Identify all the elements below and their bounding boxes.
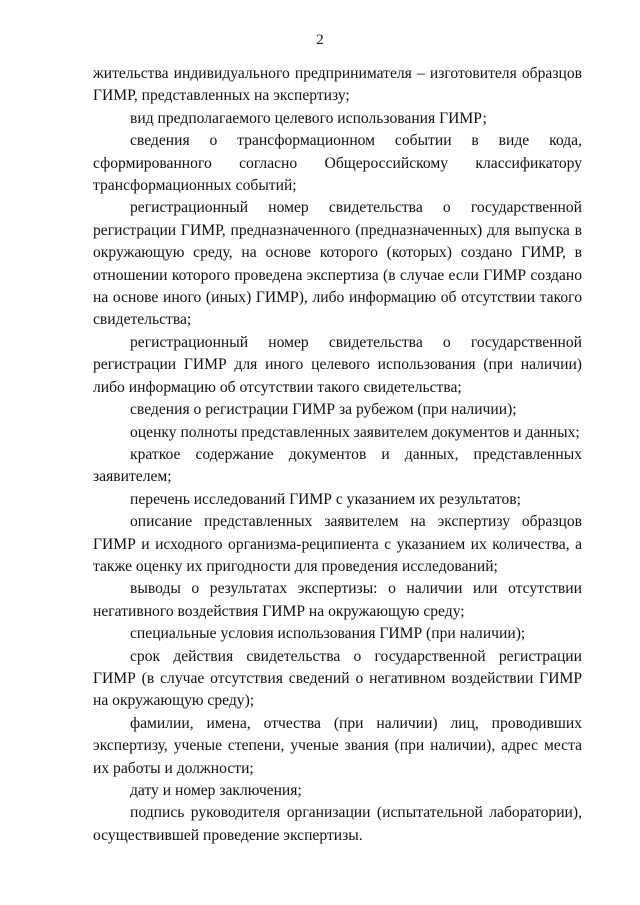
- paragraph-15: дату и номер заключения;: [130, 782, 302, 799]
- paragraph-4: регистрационный номер свидетельства о государственной регистрации ГИМР, предназначенного (предназначенных) для выпуска в окружающую среду, на основе которого (которых) создано ГИМР, в отношении которого проведена экспертиза (в случае если ГИМР создано на основе иного (иных) ГИМР), либо информацию об отсутствии такого свидетельства;: [93, 199, 582, 329]
- paragraph-8: краткое содержание документов и данных, представленных заявителем;: [93, 445, 582, 486]
- paragraph-16: подпись руководителя организации (испытательной лаборатории), осуществившей проведение экспертизы.: [93, 804, 582, 844]
- paragraph-9: перечень исследований ГИМР с указанием их результатов;: [130, 490, 522, 508]
- paragraph-1: жительства индивидуального предпринимателя – изготовителя образцов ГИМР, представленных на экспертизу;: [93, 65, 582, 105]
- paragraph-6: сведения о регистрации ГИМР за рубежом (при наличии);: [130, 401, 517, 419]
- paragraph-3: сведения о трансформационном событии в виде кода, сформированного согласно Общероссийскому классификатору трансформационных событий;: [93, 132, 582, 195]
- paragraph-5: регистрационный номер свидетельства о государственной регистрации ГИМР для иного целевого использования (при наличии) либо информацию об отсутствии такого свидетельства;: [93, 333, 582, 396]
- paragraph-14: фамилии, имена, отчества (при наличии) лиц, проводивших экспертизу, ученые степени, ученые звания (при наличии), адрес места их работы и должности;: [93, 714, 582, 777]
- paragraph-2: вид предполагаемого целевого использования ГИМР;: [130, 109, 487, 127]
- paragraph-10: описание представленных заявителем на экспертизу образцов ГИМР и исходного организма-реципиента с указанием их количества, а также оценку их пригодности для проведения исследований;: [93, 513, 582, 575]
- paragraph-12: специальные условия использования ГИМР (при наличии);: [130, 625, 526, 643]
- paragraph-11: выводы о результатах экспертизы: о наличии или отсутствии негативного воздействия ГИМР на окружающую среду;: [93, 580, 582, 620]
- paragraph-13: срок действия свидетельства о государственной регистрации ГИМР (в случае отсутствия сведений о негативном воздействии ГИМР на окружающую среду);: [93, 647, 582, 710]
- document-body: [93, 63, 582, 847]
- page-number: 2: [316, 32, 324, 48]
- paragraph-7: оценку полноты представленных заявителем документов и данных;: [130, 423, 580, 441]
